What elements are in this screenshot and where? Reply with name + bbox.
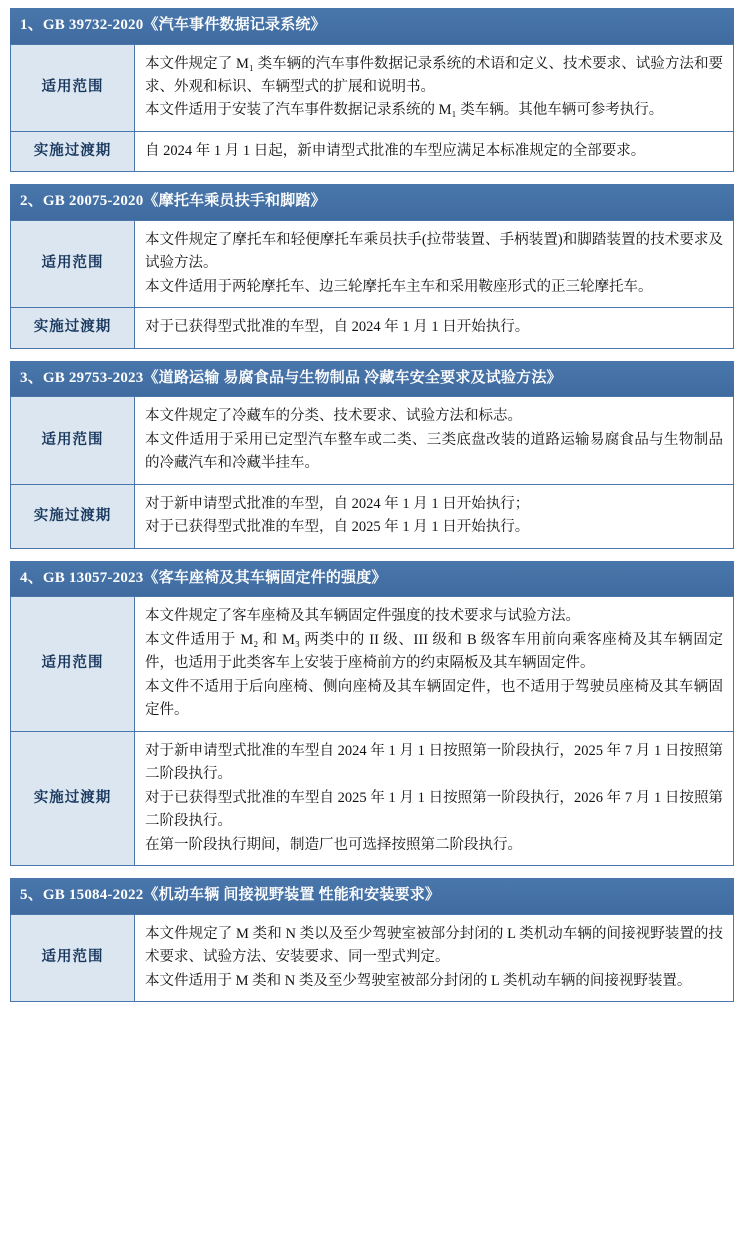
paragraph: 本文件适用于采用已定型汽车整车或二类、三类底盘改装的道路运输易腐食品与生物制品的冷藏汽车和冷藏半挂车。	[145, 431, 723, 472]
row-label: 实施过渡期	[11, 308, 135, 348]
paragraph: 本文件适用于 M₂ 和 M₃ 两类中的 II 级、III 级和 B 级客车用前向乘客座椅及其车辆固定件，也适用于此类客车上安装于座椅前方的约束隔板及其车辆固定件。	[145, 631, 723, 672]
paragraph: 在第一阶段执行期间，制造厂也可选择按照第二阶段执行。	[145, 836, 522, 853]
block-spacer	[10, 349, 734, 361]
standard-table-4	[10, 596, 734, 866]
table-row	[11, 44, 734, 131]
row-label: 实施过渡期	[11, 484, 135, 548]
row-content	[135, 44, 734, 131]
row-label: 适用范围	[11, 597, 135, 731]
paragraph: 本文件规定了 M₁ 类车辆的汽车事件数据记录系统的术语和定义、技术要求、试验方法和要求、外观和标识、车辆型式的扩展和说明书。	[145, 55, 723, 95]
standard-table-3	[10, 396, 734, 548]
standard-heading-2: 2、GB 20075-2020《摩托车乘员扶手和脚踏》	[10, 184, 734, 220]
standard-block-3	[10, 361, 734, 549]
paragraph: 本文件不适用于后向座椅、侧向座椅及其车辆固定件，也不适用于驾驶员座椅及其车辆固定件。	[145, 678, 723, 719]
row-content	[135, 397, 734, 484]
paragraph: 对于已获得型式批准的车型，自 2024 年 1 月 1 日开始执行。	[145, 319, 530, 336]
standard-heading-5: 5、GB 15084-2022《机动车辆 间接视野装置 性能和安装要求》	[10, 878, 734, 914]
standard-table-1	[10, 44, 734, 173]
paragraph: 对于已获得型式批准的车型，自 2025 年 1 月 1 日开始执行。	[145, 519, 530, 536]
row-content	[135, 914, 734, 1001]
paragraph: 本文件规定了 M 类和 N 类以及至少驾驶室被部分封闭的 L 类机动车辆的间接视野装置的技术要求、试验方法、安装要求、同一型式判定。	[145, 925, 723, 966]
standard-block-4	[10, 561, 734, 866]
block-spacer	[10, 866, 734, 878]
paragraph: 本文件适用于安装了汽车事件数据记录系统的 M₁ 类车辆。其他车辆可参考执行。	[145, 102, 664, 119]
row-content	[135, 308, 734, 348]
standard-heading-1: 1、GB 39732-2020《汽车事件数据记录系统》	[10, 8, 734, 44]
row-label: 适用范围	[11, 397, 135, 484]
row-label: 适用范围	[11, 44, 135, 131]
row-content	[135, 731, 734, 865]
row-label: 适用范围	[11, 220, 135, 307]
paragraph: 本文件规定了摩托车和轻便摩托车乘员扶手(拉带装置、手柄装置)和脚踏装置的技术要求及试验方法。	[145, 231, 723, 272]
paragraph: 本文件适用于两轮摩托车、边三轮摩托车主车和采用鞍座形式的正三轮摩托车。	[145, 278, 653, 295]
paragraph: 对于已获得型式批准的车型自 2025 年 1 月 1 日按照第一阶段执行，2026 年 7 月 1 日按照第二阶段执行。	[145, 789, 723, 830]
paragraph: 本文件适用于 M 类和 N 类及至少驾驶室被部分封闭的 L 类机动车辆的间接视野装置。	[145, 972, 692, 989]
block-spacer	[10, 172, 734, 184]
standard-block-5	[10, 878, 734, 1002]
paragraph: 本文件规定了冷藏车的分类、技术要求、试验方法和标志。	[145, 408, 522, 425]
table-row	[11, 597, 734, 731]
table-row	[11, 131, 734, 171]
row-content	[135, 220, 734, 307]
row-label: 实施过渡期	[11, 731, 135, 865]
block-spacer	[10, 549, 734, 561]
table-row	[11, 397, 734, 484]
standard-table-2	[10, 220, 734, 349]
row-label: 适用范围	[11, 914, 135, 1001]
standard-heading-4: 4、GB 13057-2023《客车座椅及其车辆固定件的强度》	[10, 561, 734, 597]
standard-table-5	[10, 914, 734, 1002]
row-content	[135, 131, 734, 171]
table-row	[11, 220, 734, 307]
standard-block-1	[10, 8, 734, 172]
standard-heading-3: 3、GB 29753-2023《道路运输 易腐食品与生物制品 冷藏车安全要求及试验方法》	[10, 361, 734, 397]
paragraph: 对于新申请型式批准的车型自 2024 年 1 月 1 日按照第一阶段执行，2025 年 7 月 1 日按照第二阶段执行。	[145, 742, 723, 783]
row-label: 实施过渡期	[11, 131, 135, 171]
table-row	[11, 914, 734, 1001]
paragraph: 对于新申请型式批准的车型，自 2024 年 1 月 1 日开始执行；	[145, 495, 530, 512]
row-content	[135, 597, 734, 731]
paragraph: 自 2024 年 1 月 1 日起，新申请型式批准的车型应满足本标准规定的全部要求。	[145, 142, 646, 159]
standard-block-2	[10, 184, 734, 348]
row-content	[135, 484, 734, 548]
table-row	[11, 731, 734, 865]
table-row	[11, 484, 734, 548]
table-row	[11, 308, 734, 348]
paragraph: 本文件规定了客车座椅及其车辆固定件强度的技术要求与试验方法。	[145, 608, 580, 625]
